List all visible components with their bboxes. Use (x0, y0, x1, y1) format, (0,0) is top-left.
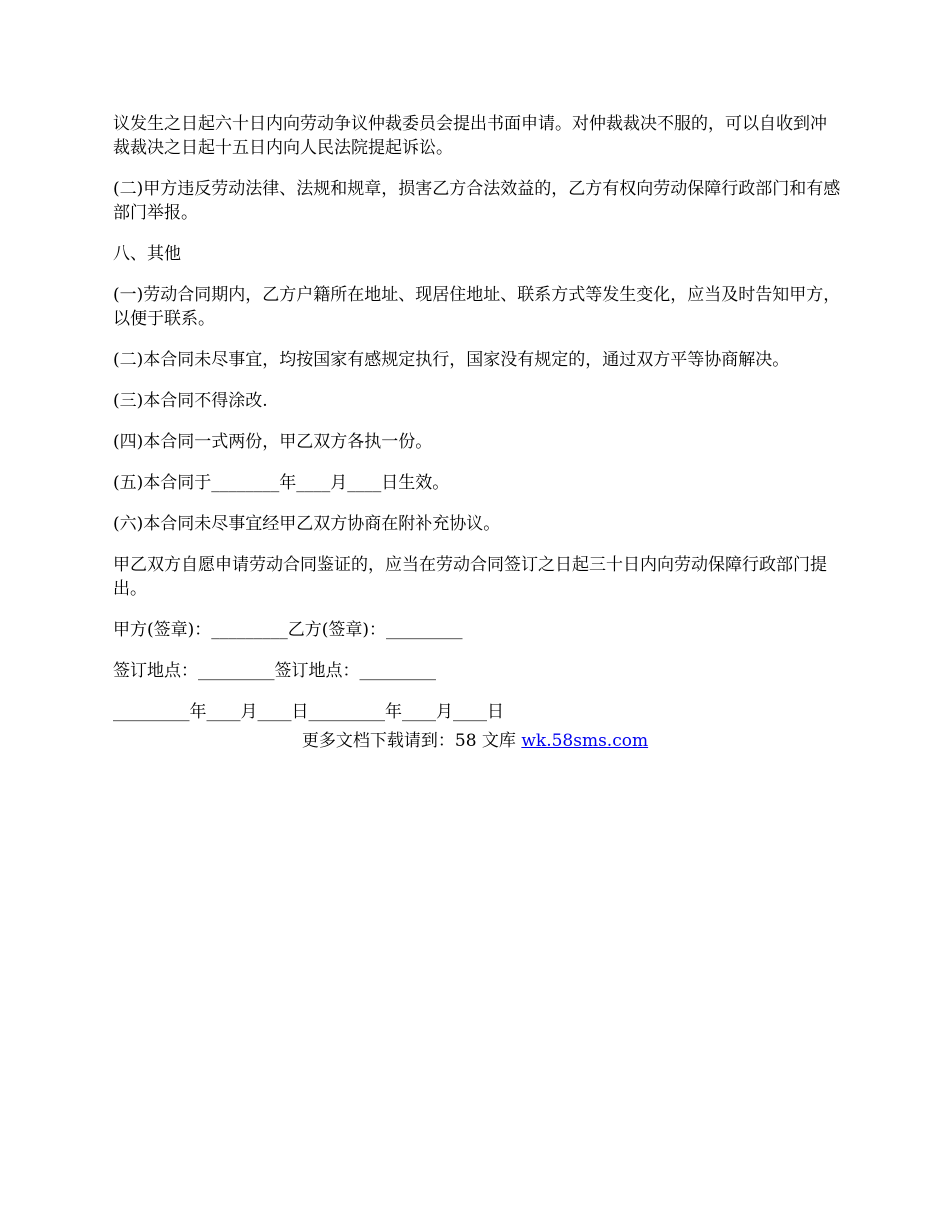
footer-prefix-text: 更多文档下载请到：58 文库 (301, 731, 522, 751)
paragraph-supplementary-agreement: (六)本合同未尽事宜经甲乙双方协商在附补充协议。 (113, 514, 501, 534)
paragraph-no-alteration: (三)本合同不得涂改. (113, 391, 268, 411)
section-heading-other: 八、其他 (113, 244, 181, 264)
signature-line: 甲方(签章)：_________乙方(签章)：_________ (113, 620, 463, 640)
paragraph-unresolved-matters: (二)本合同未尽事宜，均按国家有感规定执行，国家没有规定的，通过双方平等协商解决。 (113, 350, 790, 370)
paragraph-contract-verification: 甲乙双方自愿申请劳动合同鉴证的，应当在劳动合同签订之日起三十日内向劳动保障行政部门提出。 (113, 555, 827, 599)
document-body (113, 112, 843, 741)
footer-link[interactable]: wk.58sms.com (521, 731, 649, 751)
download-footer (0, 729, 950, 753)
paragraph-report-violation: (二)甲方违反劳动法律、法规和规章，损害乙方合法效益的，乙方有权向劳动保障行政部门和有感部门举报。 (113, 179, 841, 223)
signing-location-line: 签订地点：_________签订地点：_________ (113, 661, 436, 681)
paragraph-effective-date: (五)本合同于________年____月____日生效。 (113, 473, 450, 493)
signing-date-line: _________年____月____日_________年____月____日 (113, 702, 504, 722)
paragraph-arbitration-deadline: 议发生之日起六十日内向劳动争议仲裁委员会提出书面申请。对仲裁裁决不服的，可以自收到冲裁裁决之日起十五日内向人民法院提起诉讼。 (113, 114, 827, 158)
paragraph-contact-change: (一)劳动合同期内，乙方户籍所在地址、现居住地址、联系方式等发生变化，应当及时告知甲方，以便于联系。 (113, 285, 841, 329)
paragraph-two-copies: (四)本合同一式两份，甲乙双方各执一份。 (113, 432, 433, 452)
